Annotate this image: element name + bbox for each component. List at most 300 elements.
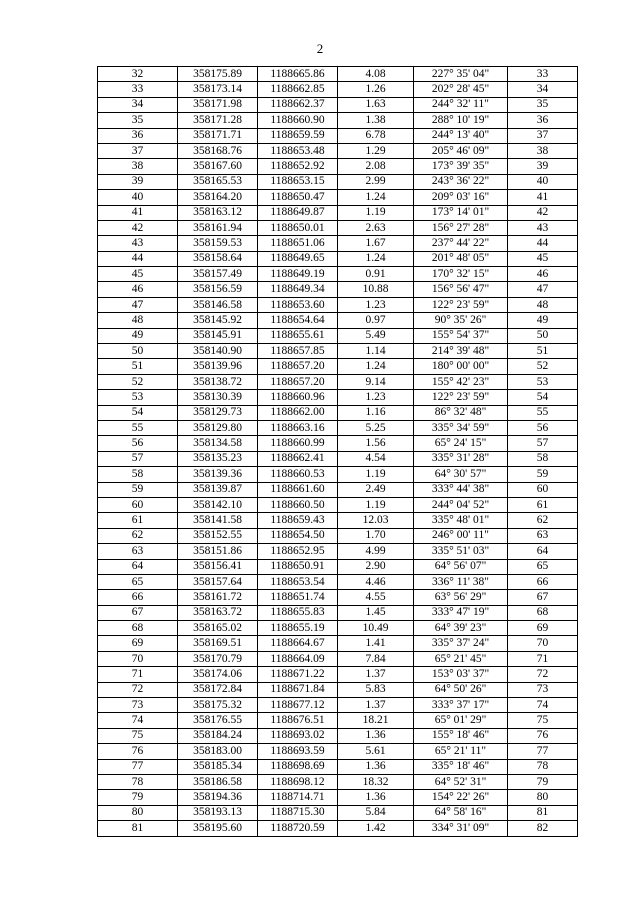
x-coordinate-cell: 358156.41 — [178, 559, 258, 574]
bearing-cell: 90° 35' 26" — [414, 313, 508, 328]
next-point-number-cell: 70 — [508, 636, 578, 651]
next-point-number-cell: 44 — [508, 236, 578, 251]
next-point-number-cell: 46 — [508, 267, 578, 282]
x-coordinate-cell: 358157.64 — [178, 574, 258, 589]
distance-cell: 2.63 — [338, 220, 414, 235]
point-number-cell: 55 — [98, 420, 178, 435]
distance-cell: 5.83 — [338, 682, 414, 697]
bearing-cell: 122° 23' 59" — [414, 390, 508, 405]
bearing-cell: 244° 32' 11" — [414, 97, 508, 112]
table-row — [98, 374, 578, 389]
x-coordinate-cell: 358129.73 — [178, 405, 258, 420]
next-point-number-cell: 45 — [508, 251, 578, 266]
table-row — [98, 744, 578, 759]
point-number-cell: 60 — [98, 497, 178, 512]
y-coordinate-cell: 1188657.20 — [258, 374, 338, 389]
bearing-cell: 246° 00' 11" — [414, 528, 508, 543]
point-number-cell: 50 — [98, 344, 178, 359]
bearing-cell: 155° 54' 37" — [414, 328, 508, 343]
x-coordinate-cell: 358176.55 — [178, 713, 258, 728]
next-point-number-cell: 58 — [508, 451, 578, 466]
y-coordinate-cell: 1188661.60 — [258, 482, 338, 497]
distance-cell: 4.54 — [338, 451, 414, 466]
bearing-cell: 65° 01' 29" — [414, 713, 508, 728]
bearing-cell: 333° 37' 17" — [414, 698, 508, 713]
y-coordinate-cell: 1188662.37 — [258, 97, 338, 112]
point-number-cell: 48 — [98, 313, 178, 328]
point-number-cell: 81 — [98, 821, 178, 836]
table-row — [98, 190, 578, 205]
next-point-number-cell: 61 — [508, 497, 578, 512]
next-point-number-cell: 60 — [508, 482, 578, 497]
table-row — [98, 359, 578, 374]
x-coordinate-cell: 358168.76 — [178, 143, 258, 158]
distance-cell: 9.14 — [338, 374, 414, 389]
table-row — [98, 544, 578, 559]
point-number-cell: 34 — [98, 97, 178, 112]
point-number-cell: 36 — [98, 128, 178, 143]
y-coordinate-cell: 1188650.47 — [258, 190, 338, 205]
point-number-cell: 56 — [98, 436, 178, 451]
next-point-number-cell: 52 — [508, 359, 578, 374]
y-coordinate-cell: 1188657.85 — [258, 344, 338, 359]
next-point-number-cell: 48 — [508, 297, 578, 312]
y-coordinate-cell: 1188655.61 — [258, 328, 338, 343]
distance-cell: 10.88 — [338, 282, 414, 297]
x-coordinate-cell: 358139.87 — [178, 482, 258, 497]
point-number-cell: 43 — [98, 236, 178, 251]
table-row — [98, 651, 578, 666]
x-coordinate-cell: 358163.72 — [178, 605, 258, 620]
bearing-cell: 214° 39' 48" — [414, 344, 508, 359]
y-coordinate-cell: 1188649.19 — [258, 267, 338, 282]
bearing-cell: 64° 39' 23" — [414, 621, 508, 636]
x-coordinate-cell: 358141.58 — [178, 513, 258, 528]
x-coordinate-cell: 358146.58 — [178, 297, 258, 312]
x-coordinate-cell: 358151.86 — [178, 544, 258, 559]
y-coordinate-cell: 1188665.86 — [258, 67, 338, 82]
bearing-cell: 122° 23' 59" — [414, 297, 508, 312]
table-row — [98, 559, 578, 574]
bearing-cell: 155° 18' 46" — [414, 728, 508, 743]
next-point-number-cell: 74 — [508, 698, 578, 713]
x-coordinate-cell: 358172.84 — [178, 682, 258, 697]
distance-cell: 1.36 — [338, 759, 414, 774]
next-point-number-cell: 79 — [508, 774, 578, 789]
y-coordinate-cell: 1188650.91 — [258, 559, 338, 574]
x-coordinate-cell: 358167.60 — [178, 159, 258, 174]
y-coordinate-cell: 1188715.30 — [258, 805, 338, 820]
y-coordinate-cell: 1188693.59 — [258, 744, 338, 759]
next-point-number-cell: 62 — [508, 513, 578, 528]
table-row — [98, 67, 578, 82]
x-coordinate-cell: 358195.60 — [178, 821, 258, 836]
x-coordinate-cell: 358186.58 — [178, 774, 258, 789]
x-coordinate-cell: 358165.02 — [178, 621, 258, 636]
y-coordinate-cell: 1188653.48 — [258, 143, 338, 158]
bearing-cell: 155° 42' 23" — [414, 374, 508, 389]
table-row — [98, 436, 578, 451]
point-number-cell: 78 — [98, 774, 178, 789]
coordinates-table-body — [98, 67, 578, 837]
y-coordinate-cell: 1188651.74 — [258, 590, 338, 605]
table-row — [98, 236, 578, 251]
next-point-number-cell: 36 — [508, 113, 578, 128]
next-point-number-cell: 33 — [508, 67, 578, 82]
x-coordinate-cell: 358156.59 — [178, 282, 258, 297]
table-row — [98, 759, 578, 774]
y-coordinate-cell: 1188659.59 — [258, 128, 338, 143]
y-coordinate-cell: 1188663.16 — [258, 420, 338, 435]
x-coordinate-cell: 358130.39 — [178, 390, 258, 405]
next-point-number-cell: 51 — [508, 344, 578, 359]
distance-cell: 1.36 — [338, 790, 414, 805]
bearing-cell: 180° 00' 00" — [414, 359, 508, 374]
bearing-cell: 333° 47' 19" — [414, 605, 508, 620]
y-coordinate-cell: 1188720.59 — [258, 821, 338, 836]
x-coordinate-cell: 358165.53 — [178, 174, 258, 189]
distance-cell: 1.36 — [338, 728, 414, 743]
x-coordinate-cell: 358158.64 — [178, 251, 258, 266]
point-number-cell: 74 — [98, 713, 178, 728]
bearing-cell: 244° 13' 40" — [414, 128, 508, 143]
point-number-cell: 51 — [98, 359, 178, 374]
point-number-cell: 35 — [98, 113, 178, 128]
y-coordinate-cell: 1188698.12 — [258, 774, 338, 789]
x-coordinate-cell: 358161.94 — [178, 220, 258, 235]
distance-cell: 1.14 — [338, 344, 414, 359]
x-coordinate-cell: 358174.06 — [178, 667, 258, 682]
x-coordinate-cell: 358145.91 — [178, 328, 258, 343]
x-coordinate-cell: 358139.96 — [178, 359, 258, 374]
next-point-number-cell: 53 — [508, 374, 578, 389]
y-coordinate-cell: 1188653.54 — [258, 574, 338, 589]
bearing-cell: 173° 39' 35" — [414, 159, 508, 174]
table-row — [98, 451, 578, 466]
point-number-cell: 40 — [98, 190, 178, 205]
point-number-cell: 64 — [98, 559, 178, 574]
point-number-cell: 70 — [98, 651, 178, 666]
distance-cell: 4.55 — [338, 590, 414, 605]
point-number-cell: 59 — [98, 482, 178, 497]
distance-cell: 1.24 — [338, 251, 414, 266]
next-point-number-cell: 42 — [508, 205, 578, 220]
distance-cell: 4.46 — [338, 574, 414, 589]
y-coordinate-cell: 1188649.34 — [258, 282, 338, 297]
y-coordinate-cell: 1188671.22 — [258, 667, 338, 682]
distance-cell: 18.32 — [338, 774, 414, 789]
distance-cell: 1.23 — [338, 297, 414, 312]
point-number-cell: 41 — [98, 205, 178, 220]
x-coordinate-cell: 358194.36 — [178, 790, 258, 805]
y-coordinate-cell: 1188676.51 — [258, 713, 338, 728]
bearing-cell: 288° 10' 19" — [414, 113, 508, 128]
bearing-cell: 64° 52' 31" — [414, 774, 508, 789]
distance-cell: 1.45 — [338, 605, 414, 620]
table-row — [98, 328, 578, 343]
bearing-cell: 335° 51' 03" — [414, 544, 508, 559]
next-point-number-cell: 49 — [508, 313, 578, 328]
point-number-cell: 63 — [98, 544, 178, 559]
point-number-cell: 73 — [98, 698, 178, 713]
x-coordinate-cell: 358171.28 — [178, 113, 258, 128]
x-coordinate-cell: 358193.13 — [178, 805, 258, 820]
bearing-cell: 170° 32' 15" — [414, 267, 508, 282]
bearing-cell: 335° 34' 59" — [414, 420, 508, 435]
point-number-cell: 67 — [98, 605, 178, 620]
next-point-number-cell: 76 — [508, 728, 578, 743]
bearing-cell: 205° 46' 09" — [414, 143, 508, 158]
bearing-cell: 237° 44' 22" — [414, 236, 508, 251]
distance-cell: 1.63 — [338, 97, 414, 112]
distance-cell: 0.97 — [338, 313, 414, 328]
x-coordinate-cell: 358169.51 — [178, 636, 258, 651]
bearing-cell: 63° 56' 29" — [414, 590, 508, 605]
next-point-number-cell: 59 — [508, 467, 578, 482]
point-number-cell: 71 — [98, 667, 178, 682]
x-coordinate-cell: 358164.20 — [178, 190, 258, 205]
bearing-cell: 334° 31' 09" — [414, 821, 508, 836]
x-coordinate-cell: 358129.80 — [178, 420, 258, 435]
distance-cell: 7.84 — [338, 651, 414, 666]
x-coordinate-cell: 358142.10 — [178, 497, 258, 512]
table-row — [98, 282, 578, 297]
next-point-number-cell: 68 — [508, 605, 578, 620]
bearing-cell: 335° 31' 28" — [414, 451, 508, 466]
bearing-cell: 173° 14' 01" — [414, 205, 508, 220]
table-row — [98, 574, 578, 589]
distance-cell: 10.49 — [338, 621, 414, 636]
bearing-cell: 64° 30' 57" — [414, 467, 508, 482]
next-point-number-cell: 78 — [508, 759, 578, 774]
bearing-cell: 156° 56' 47" — [414, 282, 508, 297]
bearing-cell: 244° 04' 52" — [414, 497, 508, 512]
x-coordinate-cell: 358184.24 — [178, 728, 258, 743]
y-coordinate-cell: 1188649.87 — [258, 205, 338, 220]
point-number-cell: 49 — [98, 328, 178, 343]
distance-cell: 4.08 — [338, 67, 414, 82]
x-coordinate-cell: 358161.72 — [178, 590, 258, 605]
table-row — [98, 297, 578, 312]
distance-cell: 1.67 — [338, 236, 414, 251]
distance-cell: 18.21 — [338, 713, 414, 728]
table-row — [98, 344, 578, 359]
distance-cell: 1.19 — [338, 497, 414, 512]
x-coordinate-cell: 358145.92 — [178, 313, 258, 328]
point-number-cell: 53 — [98, 390, 178, 405]
point-number-cell: 58 — [98, 467, 178, 482]
bearing-cell: 201° 48' 05" — [414, 251, 508, 266]
bearing-cell: 64° 56' 07" — [414, 559, 508, 574]
y-coordinate-cell: 1188698.69 — [258, 759, 338, 774]
next-point-number-cell: 63 — [508, 528, 578, 543]
table-row — [98, 528, 578, 543]
bearing-cell: 335° 48' 01" — [414, 513, 508, 528]
y-coordinate-cell: 1188660.99 — [258, 436, 338, 451]
next-point-number-cell: 72 — [508, 667, 578, 682]
bearing-cell: 333° 44' 38" — [414, 482, 508, 497]
distance-cell: 5.25 — [338, 420, 414, 435]
table-row — [98, 497, 578, 512]
distance-cell: 1.41 — [338, 636, 414, 651]
table-row — [98, 205, 578, 220]
table-row — [98, 82, 578, 97]
point-number-cell: 79 — [98, 790, 178, 805]
table-row — [98, 267, 578, 282]
y-coordinate-cell: 1188677.12 — [258, 698, 338, 713]
next-point-number-cell: 35 — [508, 97, 578, 112]
x-coordinate-cell: 358170.79 — [178, 651, 258, 666]
distance-cell: 0.91 — [338, 267, 414, 282]
distance-cell: 2.08 — [338, 159, 414, 174]
distance-cell: 5.61 — [338, 744, 414, 759]
point-number-cell: 33 — [98, 82, 178, 97]
distance-cell: 1.24 — [338, 359, 414, 374]
next-point-number-cell: 57 — [508, 436, 578, 451]
distance-cell: 1.70 — [338, 528, 414, 543]
bearing-cell: 65° 24' 15" — [414, 436, 508, 451]
y-coordinate-cell: 1188653.60 — [258, 297, 338, 312]
distance-cell: 5.49 — [338, 328, 414, 343]
y-coordinate-cell: 1188653.15 — [258, 174, 338, 189]
table-row — [98, 251, 578, 266]
bearing-cell: 64° 58' 16" — [414, 805, 508, 820]
distance-cell: 1.19 — [338, 467, 414, 482]
table-row — [98, 467, 578, 482]
point-number-cell: 32 — [98, 67, 178, 82]
point-number-cell: 46 — [98, 282, 178, 297]
point-number-cell: 65 — [98, 574, 178, 589]
point-number-cell: 69 — [98, 636, 178, 651]
distance-cell: 2.99 — [338, 174, 414, 189]
distance-cell: 1.37 — [338, 667, 414, 682]
next-point-number-cell: 54 — [508, 390, 578, 405]
table-row — [98, 621, 578, 636]
bearing-cell: 209° 03' 16" — [414, 190, 508, 205]
y-coordinate-cell: 1188651.06 — [258, 236, 338, 251]
x-coordinate-cell: 358138.72 — [178, 374, 258, 389]
x-coordinate-cell: 358183.00 — [178, 744, 258, 759]
table-row — [98, 636, 578, 651]
y-coordinate-cell: 1188660.90 — [258, 113, 338, 128]
table-row — [98, 128, 578, 143]
distance-cell: 1.19 — [338, 205, 414, 220]
table-row — [98, 698, 578, 713]
next-point-number-cell: 77 — [508, 744, 578, 759]
point-number-cell: 39 — [98, 174, 178, 189]
point-number-cell: 42 — [98, 220, 178, 235]
x-coordinate-cell: 358157.49 — [178, 267, 258, 282]
point-number-cell: 44 — [98, 251, 178, 266]
table-row — [98, 159, 578, 174]
table-row — [98, 728, 578, 743]
bearing-cell: 64° 50' 26" — [414, 682, 508, 697]
x-coordinate-cell: 358175.32 — [178, 698, 258, 713]
distance-cell: 1.23 — [338, 390, 414, 405]
next-point-number-cell: 66 — [508, 574, 578, 589]
distance-cell: 4.99 — [338, 544, 414, 559]
y-coordinate-cell: 1188660.96 — [258, 390, 338, 405]
table-row — [98, 590, 578, 605]
point-number-cell: 45 — [98, 267, 178, 282]
bearing-cell: 86° 32' 48" — [414, 405, 508, 420]
y-coordinate-cell: 1188660.50 — [258, 497, 338, 512]
bearing-cell: 65° 21' 11" — [414, 744, 508, 759]
y-coordinate-cell: 1188655.19 — [258, 621, 338, 636]
next-point-number-cell: 50 — [508, 328, 578, 343]
y-coordinate-cell: 1188649.65 — [258, 251, 338, 266]
next-point-number-cell: 38 — [508, 143, 578, 158]
x-coordinate-cell: 358175.89 — [178, 67, 258, 82]
y-coordinate-cell: 1188654.64 — [258, 313, 338, 328]
point-number-cell: 47 — [98, 297, 178, 312]
bearing-cell: 156° 27' 28" — [414, 220, 508, 235]
table-row — [98, 667, 578, 682]
x-coordinate-cell: 358140.90 — [178, 344, 258, 359]
bearing-cell: 227° 35' 04" — [414, 67, 508, 82]
y-coordinate-cell: 1188671.84 — [258, 682, 338, 697]
y-coordinate-cell: 1188657.20 — [258, 359, 338, 374]
next-point-number-cell: 55 — [508, 405, 578, 420]
table-row — [98, 682, 578, 697]
table-row — [98, 513, 578, 528]
y-coordinate-cell: 1188664.09 — [258, 651, 338, 666]
x-coordinate-cell: 358171.98 — [178, 97, 258, 112]
next-point-number-cell: 37 — [508, 128, 578, 143]
y-coordinate-cell: 1188714.71 — [258, 790, 338, 805]
next-point-number-cell: 81 — [508, 805, 578, 820]
distance-cell: 1.37 — [338, 698, 414, 713]
y-coordinate-cell: 1188650.01 — [258, 220, 338, 235]
next-point-number-cell: 64 — [508, 544, 578, 559]
bearing-cell: 335° 18' 46" — [414, 759, 508, 774]
bearing-cell: 335° 37' 24" — [414, 636, 508, 651]
x-coordinate-cell: 358139.36 — [178, 467, 258, 482]
table-row — [98, 97, 578, 112]
distance-cell: 1.42 — [338, 821, 414, 836]
distance-cell: 1.26 — [338, 82, 414, 97]
bearing-cell: 154° 22' 26" — [414, 790, 508, 805]
y-coordinate-cell: 1188664.67 — [258, 636, 338, 651]
next-point-number-cell: 67 — [508, 590, 578, 605]
table-row — [98, 790, 578, 805]
distance-cell: 12.03 — [338, 513, 414, 528]
distance-cell: 1.29 — [338, 143, 414, 158]
table-row — [98, 605, 578, 620]
next-point-number-cell: 73 — [508, 682, 578, 697]
point-number-cell: 68 — [98, 621, 178, 636]
table-row — [98, 390, 578, 405]
table-row — [98, 805, 578, 820]
y-coordinate-cell: 1188660.53 — [258, 467, 338, 482]
point-number-cell: 76 — [98, 744, 178, 759]
x-coordinate-cell: 358171.71 — [178, 128, 258, 143]
distance-cell: 2.49 — [338, 482, 414, 497]
distance-cell: 1.16 — [338, 405, 414, 420]
table-row — [98, 113, 578, 128]
bearing-cell: 336° 11' 38" — [414, 574, 508, 589]
table-row — [98, 420, 578, 435]
next-point-number-cell: 34 — [508, 82, 578, 97]
y-coordinate-cell: 1188652.92 — [258, 159, 338, 174]
distance-cell: 1.24 — [338, 190, 414, 205]
bearing-cell: 202° 28' 45" — [414, 82, 508, 97]
x-coordinate-cell: 358135.23 — [178, 451, 258, 466]
x-coordinate-cell: 358173.14 — [178, 82, 258, 97]
table-row — [98, 821, 578, 836]
page-number: 2 — [316, 41, 324, 56]
next-point-number-cell: 69 — [508, 621, 578, 636]
